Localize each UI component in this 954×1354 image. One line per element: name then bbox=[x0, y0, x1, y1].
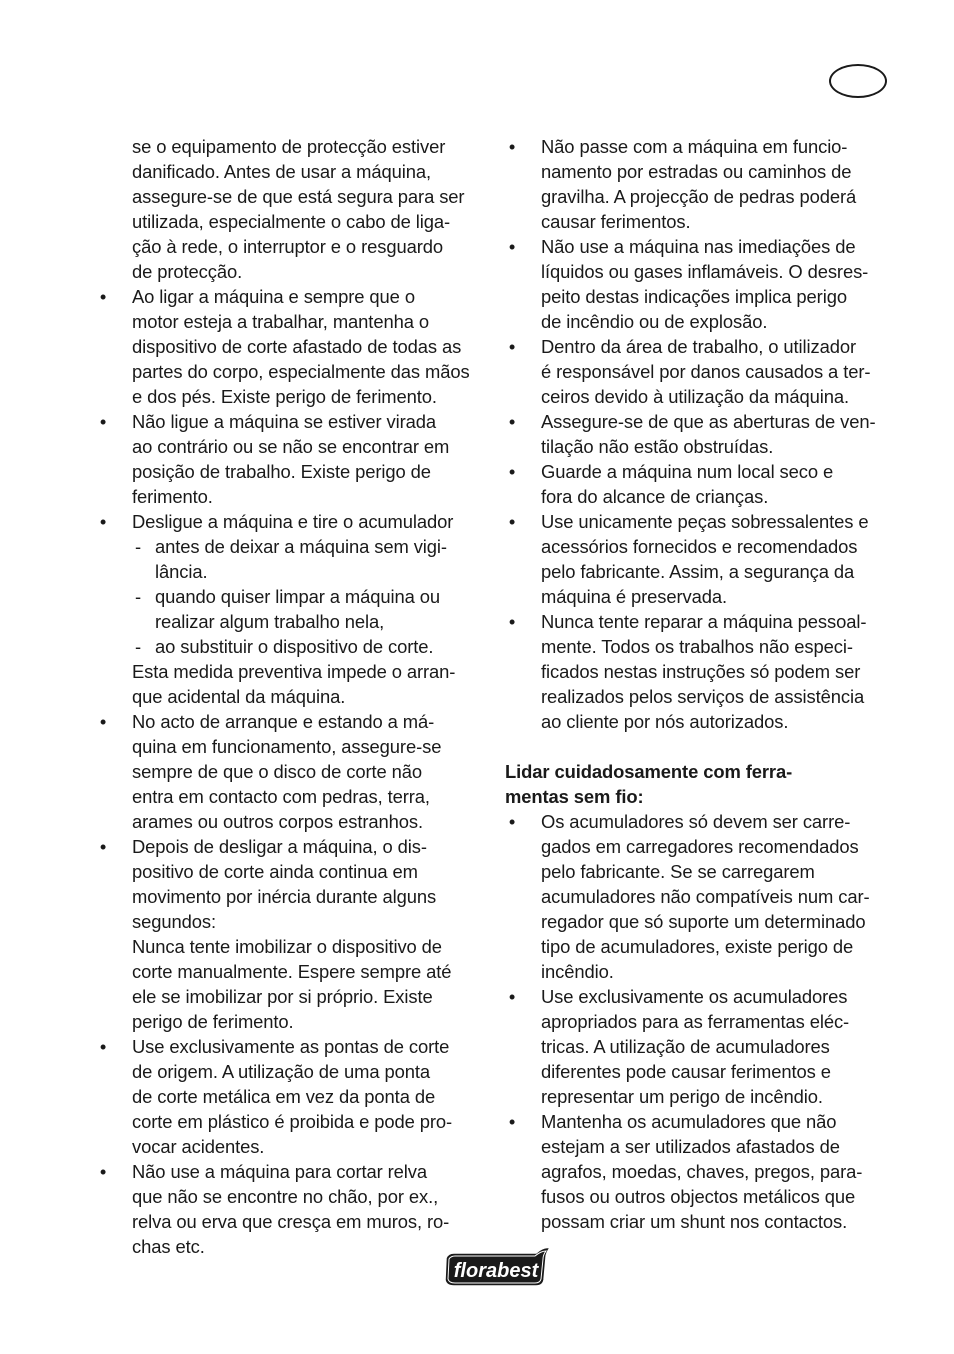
text-line: ao contrário ou se não se encontrar em bbox=[132, 436, 450, 457]
text-line: mentas sem fio: bbox=[505, 786, 644, 807]
text-line: que acidental da máquina. bbox=[132, 686, 346, 707]
text-line: danificado. Antes de usar a máquina, bbox=[132, 161, 432, 182]
text-line: gados em carregadores recomendados bbox=[541, 836, 859, 857]
bullet-marker: • bbox=[99, 711, 107, 732]
text-line: ção à rede, o interruptor e o resguardo bbox=[132, 236, 443, 257]
text-line: Depois de desligar a máquina, o dis- bbox=[132, 836, 427, 857]
bullet-marker: • bbox=[508, 986, 516, 1007]
text-line: quina em funcionamento, assegure-se bbox=[132, 736, 442, 757]
text-line: relva ou erva que cresça em muros, ro- bbox=[132, 1211, 450, 1232]
bullet-item bbox=[505, 809, 895, 984]
dash-marker: - bbox=[135, 536, 142, 557]
text-line: fora do alcance de crianças. bbox=[541, 486, 769, 507]
text-line: Não ligue a máquina se estiver virada bbox=[132, 411, 437, 432]
bullet-marker: • bbox=[508, 511, 516, 532]
text-line: namento por estradas ou caminhos de bbox=[541, 161, 852, 182]
text-line: realizados pelos serviços de assistência bbox=[541, 686, 865, 707]
text-line: movimento por inércia durante alguns bbox=[132, 886, 437, 907]
dash-subitem bbox=[96, 584, 486, 634]
text-line: entra em contacto com pedras, terra, bbox=[132, 786, 430, 807]
text-line: Guarde a máquina num local seco e bbox=[541, 461, 834, 482]
text-line: Desligue a máquina e tire o acumulador bbox=[132, 511, 454, 532]
right-text-column bbox=[505, 134, 895, 1234]
text-line: tilação não estão obstruídas. bbox=[541, 436, 774, 457]
dash-subitem bbox=[96, 634, 486, 659]
bullet-marker: • bbox=[508, 236, 516, 257]
text-line: No acto de arranque e estando a má- bbox=[132, 711, 435, 732]
text-line: fusos ou outros objectos metálicos que bbox=[541, 1186, 856, 1207]
left-text-column bbox=[96, 134, 486, 1259]
bullet-marker: • bbox=[508, 611, 516, 632]
text-line: Os acumuladores só devem ser carre- bbox=[541, 811, 851, 832]
text-line: de protecção. bbox=[132, 261, 243, 282]
bullet-marker: • bbox=[508, 411, 516, 432]
text-line: de incêndio ou de explosão. bbox=[541, 311, 768, 332]
text-line: Nunca tente imobilizar o dispositivo de bbox=[132, 936, 442, 957]
text-line: Use unicamente peças sobressalentes e bbox=[541, 511, 869, 532]
text-line: dispositivo de corte afastado de todas as bbox=[132, 336, 462, 357]
text-line: Nunca tente reparar a máquina pessoal- bbox=[541, 611, 867, 632]
text-line: segundos: bbox=[132, 911, 216, 932]
text-line: ceiros devido à utilização da máquina. bbox=[541, 386, 850, 407]
bullet-item bbox=[505, 509, 895, 609]
bullet-item bbox=[505, 134, 895, 234]
text-line: acumuladores não compatíveis num car- bbox=[541, 886, 870, 907]
dash-subitem bbox=[96, 534, 486, 584]
text-line: Não passe com a máquina em funcio- bbox=[541, 136, 848, 157]
section-heading bbox=[505, 759, 895, 809]
text-line: peito destas indicações implica perigo bbox=[541, 286, 847, 307]
bullet-marker: • bbox=[99, 286, 107, 307]
text-line: regador que só suporte um determinado bbox=[541, 911, 866, 932]
text-line: líquidos ou gases inflamáveis. O desres- bbox=[541, 261, 869, 282]
bullet-marker: • bbox=[99, 1161, 107, 1182]
text-line: Lidar cuidadosamente com ferra- bbox=[505, 761, 793, 782]
text-line: de corte metálica em vez da ponta de bbox=[132, 1086, 436, 1107]
bullet-item bbox=[505, 984, 895, 1109]
text-line: gravilha. A projecção de pedras poderá bbox=[541, 186, 857, 207]
bullet-marker: • bbox=[508, 1111, 516, 1132]
text-line: diferentes pode causar ferimentos e bbox=[541, 1061, 831, 1082]
bullet-marker: • bbox=[508, 461, 516, 482]
text-line: pelo fabricante. Se se carregarem bbox=[541, 861, 815, 882]
text-line: corte em plástico é proibida e pode pro- bbox=[132, 1111, 453, 1132]
text-line: Esta medida preventiva impede o arran- bbox=[132, 661, 456, 682]
bullet-item bbox=[505, 459, 895, 509]
text-line: ficados nestas instruções só podem ser bbox=[541, 661, 861, 682]
text-line: Ao ligar a máquina e sempre que o bbox=[132, 286, 415, 307]
bullet-item bbox=[96, 509, 486, 534]
text-line: assegure-se de que está segura para ser bbox=[132, 186, 465, 207]
bullet-item bbox=[505, 409, 895, 459]
text-line: possam criar um shunt nos contactos. bbox=[541, 1211, 848, 1232]
bullet-marker: • bbox=[99, 1036, 107, 1057]
text-line: é responsável por danos causados a ter- bbox=[541, 361, 871, 382]
bullet-marker: • bbox=[99, 511, 107, 532]
bullet-item bbox=[96, 1034, 486, 1159]
bullet-item bbox=[505, 334, 895, 409]
text-line: agrafos, moedas, chaves, pregos, para- bbox=[541, 1161, 863, 1182]
bullet-item bbox=[505, 609, 895, 734]
text-line: positivo de corte ainda continua em bbox=[132, 861, 418, 882]
text-line: arames ou outros corpos estranhos. bbox=[132, 811, 424, 832]
text-line: posição de trabalho. Existe perigo de bbox=[132, 461, 431, 482]
text-line: representar um perigo de incêndio. bbox=[541, 1086, 823, 1107]
text-line: estejam a ser utilizados afastados de bbox=[541, 1136, 840, 1157]
text-line: tipo de acumuladores, existe perigo de bbox=[541, 936, 854, 957]
text-line: tricas. A utilização de acumuladores bbox=[541, 1036, 830, 1057]
paragraph bbox=[96, 134, 486, 284]
text-line: motor esteja a trabalhar, mantenha o bbox=[132, 311, 429, 332]
language-badge bbox=[829, 64, 887, 98]
text-line: Assegure-se de que as aberturas de ven- bbox=[541, 411, 876, 432]
bullet-item bbox=[96, 284, 486, 409]
text-line: Use exclusivamente os acumuladores bbox=[541, 986, 848, 1007]
text-line: que não se encontre no chão, por ex., bbox=[132, 1186, 439, 1207]
text-line: ele se imobilizar por si próprio. Existe bbox=[132, 986, 433, 1007]
text-line: Use exclusivamente as pontas de corte bbox=[132, 1036, 450, 1057]
bullet-item bbox=[96, 409, 486, 509]
text-line: se o equipamento de protecção estiver bbox=[132, 136, 446, 157]
text-line: Não use a máquina nas imediações de bbox=[541, 236, 856, 257]
bullet-marker: • bbox=[508, 336, 516, 357]
text-line: apropriados para as ferramentas eléc- bbox=[541, 1011, 850, 1032]
text-line: causar ferimentos. bbox=[541, 211, 691, 232]
text-line: Mantenha os acumuladores que não bbox=[541, 1111, 837, 1132]
text-line: Dentro da área de trabalho, o utilizador bbox=[541, 336, 856, 357]
florabest-logo bbox=[440, 1244, 552, 1290]
text-line: Não use a máquina para cortar relva bbox=[132, 1161, 427, 1182]
text-line: partes do corpo, especialmente das mãos bbox=[132, 361, 470, 382]
text-line: máquina é preservada. bbox=[541, 586, 728, 607]
text-line: ao cliente por nós autorizados. bbox=[541, 711, 789, 732]
bullet-marker: • bbox=[508, 811, 516, 832]
paragraph bbox=[96, 659, 486, 709]
text-line: sempre de que o disco de corte não bbox=[132, 761, 423, 782]
text-line: utilizada, especialmente o cabo de liga- bbox=[132, 211, 451, 232]
bullet-item bbox=[505, 234, 895, 334]
logo-text: florabest bbox=[453, 1260, 539, 1282]
text-line: corte manualmente. Espere sempre até bbox=[132, 961, 452, 982]
text-line: mente. Todos os trabalhos não especi- bbox=[541, 636, 853, 657]
text-line: pelo fabricante. Assim, a segurança da bbox=[541, 561, 855, 582]
bullet-marker: • bbox=[99, 836, 107, 857]
bullet-item bbox=[505, 1109, 895, 1234]
text-line: realizar algum trabalho nela, bbox=[155, 611, 385, 632]
text-line: incêndio. bbox=[541, 961, 614, 982]
bullet-item bbox=[96, 1159, 486, 1259]
text-line: chas etc. bbox=[132, 1236, 205, 1257]
bullet-item bbox=[96, 834, 486, 1034]
text-line: lância. bbox=[155, 561, 208, 582]
bullet-item bbox=[96, 709, 486, 834]
text-line: de origem. A utilização de uma ponta bbox=[132, 1061, 430, 1082]
bullet-marker: • bbox=[508, 136, 516, 157]
text-line: e dos pés. Existe perigo de ferimento. bbox=[132, 386, 437, 407]
text-line: quando quiser limpar a máquina ou bbox=[155, 586, 441, 607]
text-line: ferimento. bbox=[132, 486, 213, 507]
section-spacer bbox=[505, 734, 895, 759]
bullet-marker: • bbox=[99, 411, 107, 432]
text-line: ao substituir o dispositivo de corte. bbox=[155, 636, 434, 657]
text-line: acessórios fornecidos e recomendados bbox=[541, 536, 858, 557]
text-line: vocar acidentes. bbox=[132, 1136, 265, 1157]
dash-marker: - bbox=[135, 586, 142, 607]
text-line: perigo de ferimento. bbox=[132, 1011, 294, 1032]
text-line: antes de deixar a máquina sem vigi- bbox=[155, 536, 447, 557]
dash-marker: - bbox=[135, 636, 142, 657]
